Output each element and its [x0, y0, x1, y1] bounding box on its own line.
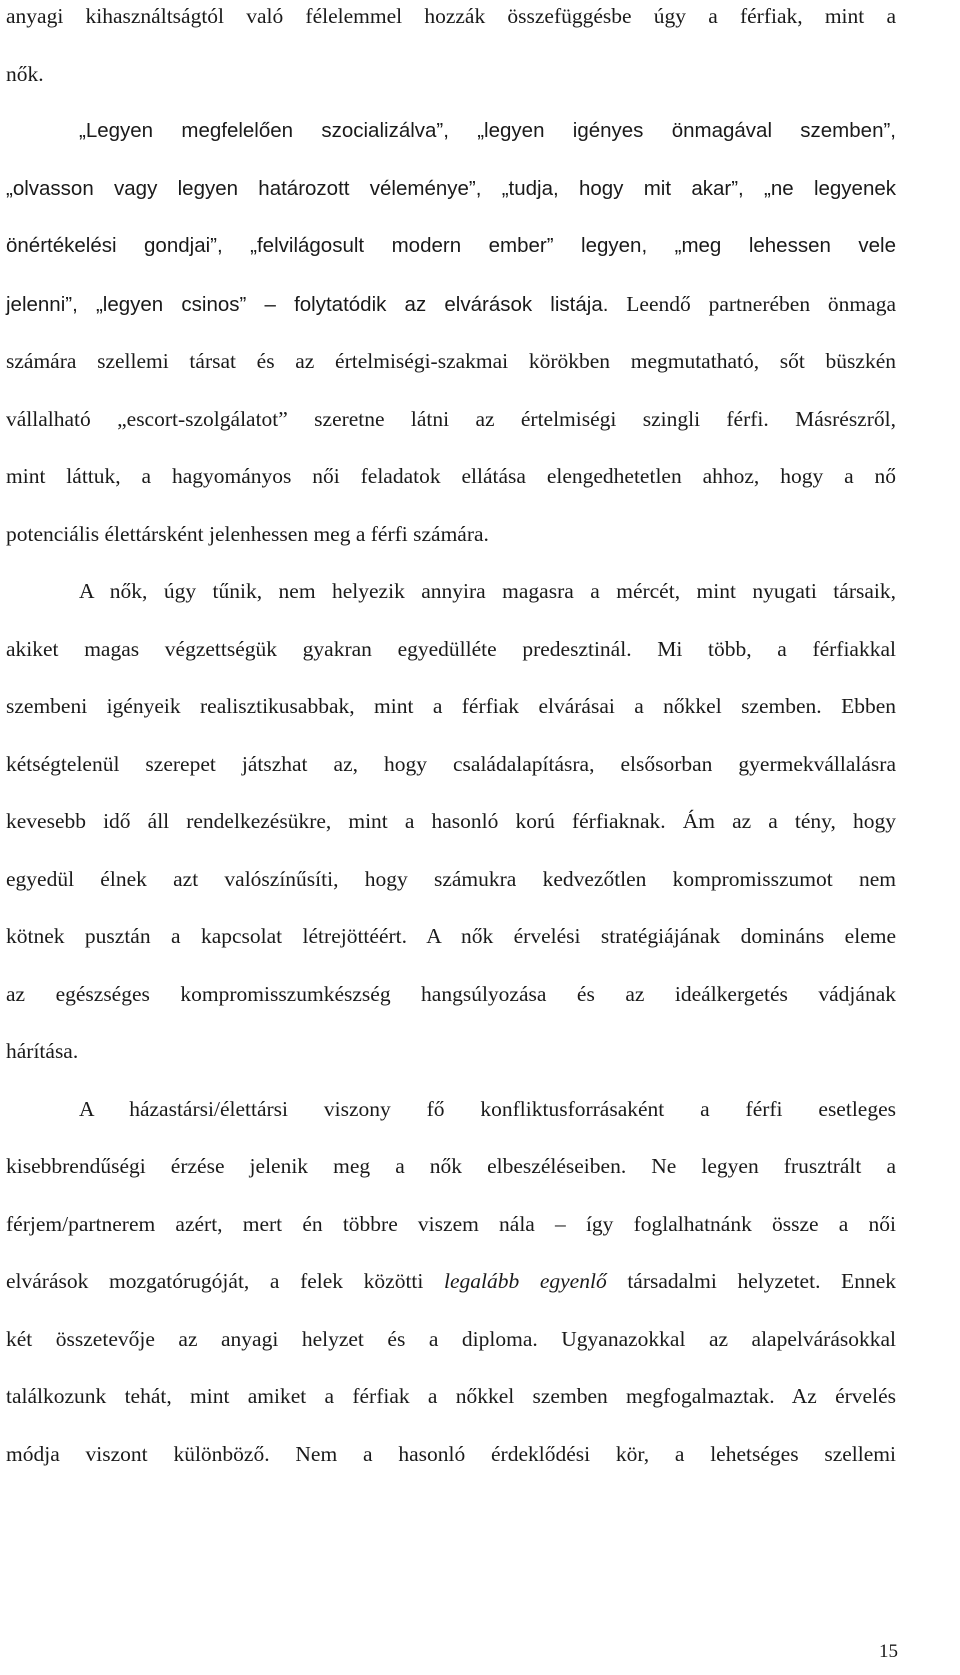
- text-line: az egészséges kompromisszumkészség hangsúlyozása és az ideálkergetés vádjának: [6, 981, 896, 1006]
- text-line: két összetevője az anyagi helyzet és a diploma. Ugyanazokkal az alapelvárásokkal: [6, 1326, 896, 1351]
- text-line: mint láttuk, a hagyományos női feladatok ellátása elengedhetetlen ahhoz, hogy a nő: [6, 464, 896, 488]
- text-line: egyedül élnek azt valószínűsíti, hogy számukra kedvezőtlen kompromisszumot nem: [6, 866, 896, 891]
- text-line: A házastársi/élettársi viszony fő konfliktusforrásaként a férfi esetleges: [79, 1096, 896, 1121]
- text-line: akiket magas végzettségük gyakran egyedülléte predesztinál. Mi több, a férfiakkal: [6, 636, 896, 661]
- serif-segment: Leendő partnerében önmaga: [608, 291, 896, 316]
- text-line: nők.: [6, 61, 44, 86]
- text-line: [6, 289, 896, 320]
- text-line: potenciális élettársként jelenhessen meg a férfi számára.: [6, 521, 489, 546]
- text-line: hárítása.: [6, 1039, 79, 1063]
- text-line: férjem/partnerem azért, mert én többre viszem nála – így foglalhatnánk össze a női: [6, 1211, 896, 1236]
- text-line: vállalható „escort-szolgálatot” szeretne látni az értelmiségi szingli férfi. Másrészről,: [6, 406, 896, 431]
- text-line: kétségtelenül szerepet játszhat az, hogy családalapításra, elsősorban gyermekvállalásra: [6, 751, 896, 776]
- text-line: kisebbrendűségi érzése jelenik meg a nők elbeszéléseiben. Ne legyen frusztrált a: [6, 1154, 896, 1178]
- text-line: anyagi kihasználtságtól való félelemmel hozzák összefüggésbe úgy a férfiak, mint a: [6, 4, 896, 28]
- text-line: módja viszont különböző. Nem a hasonló érdeklődési kör, a lehetséges szellemi: [6, 1441, 896, 1466]
- page-number: 15: [879, 1641, 898, 1662]
- text-segment: társadalmi helyzetet. Ennek: [606, 1269, 896, 1293]
- text-line: [6, 1266, 896, 1296]
- text-segment: elvárások mozgatórugóját, a felek közötti: [6, 1269, 444, 1293]
- text-line: „Legyen megfelelően szocializálva”, „legyen igényes önmagával szemben”,: [79, 119, 896, 142]
- text-line: A nők, úgy tűnik, nem helyezik annyira magasra a mércét, mint nyugati társaik,: [79, 579, 896, 603]
- text-line: „olvasson vagy legyen határozott véleménye”, „tudja, hogy mit akar”, „ne legyenek: [6, 176, 896, 200]
- text-line: önértékelési gondjai”, „felvilágosult modern ember” legyen, „meg lehessen vele: [6, 234, 896, 257]
- sans-segment: jelenni”, „legyen csinos” – folytatódik az elvárások listája.: [6, 292, 609, 316]
- text-line: szembeni igényeik realisztikusabbak, mint a férfiak elvárásai a nőkkel szemben. Ebben: [6, 694, 896, 718]
- text-line: kevesebb idő áll rendelkezésükre, mint a hasonló korú férfiaknak. Ám az a tény, hogy: [6, 809, 896, 833]
- text-line: kötnek pusztán a kapcsolat létrejöttéért. A nők érvelési stratégiájának domináns eleme: [6, 924, 896, 948]
- italic-emphasis: legalább egyenlő: [443, 1269, 607, 1293]
- text-line: találkozunk tehát, mint amiket a férfiak a nőkkel szemben megfogalmaztak. Az érvelés: [6, 1384, 896, 1408]
- text-line: számára szellemi társat és az értelmiségi-szakmai körökben megmutatható, sőt büszkén: [6, 349, 896, 373]
